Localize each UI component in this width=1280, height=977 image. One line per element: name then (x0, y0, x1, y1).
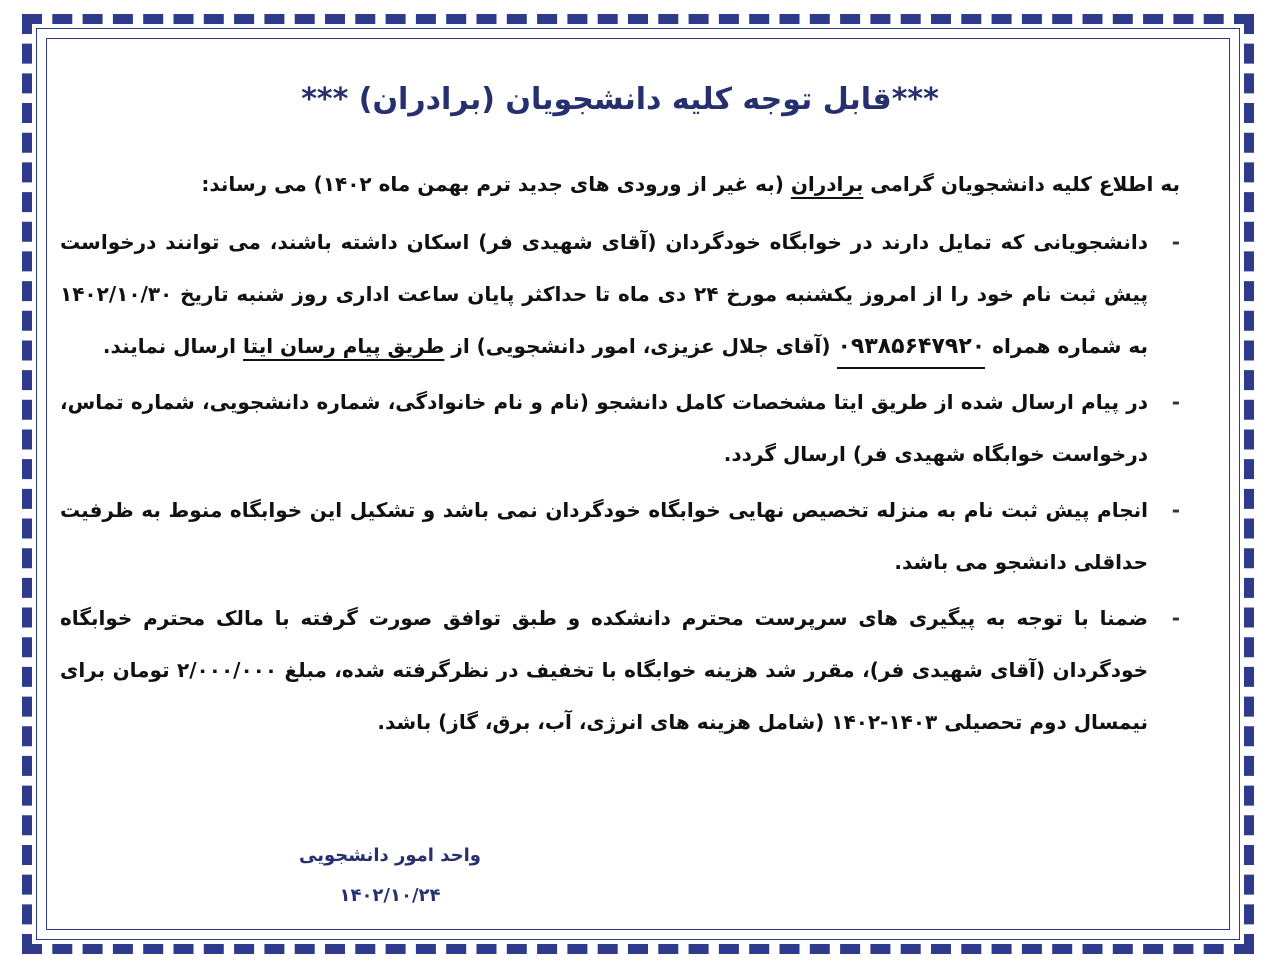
list-item (60, 484, 1180, 588)
item-text: در پیام ارسال شده از طریق ایتا مشخصات کامل دانشجو (نام و نام خانوادگی، شماره دانشجویی، شماره تماس، درخواست خوابگاه شهیدی فر) ارسال گردد. (60, 390, 1148, 466)
signature-unit: واحد امور دانشجویی (299, 845, 481, 866)
bullet-dash: - (1171, 390, 1180, 414)
bullet-dash: - (1171, 230, 1180, 254)
list-item (60, 376, 1180, 480)
signature-block (290, 836, 490, 916)
item-text: ضمنا با توجه به پیگیری های سرپرست محترم دانشکده و طبق توافق صورت گرفته با مالک محترم خوابگاه خودگردان (آقای شهیدی فر)، مقرر شد هزینه خوابگاه با تخفیف در نظرگرفته شده، مبلغ ۲/۰۰۰/۰۰۰ تومان برای نیمسال دوم تحصیلی ۱۴۰۳-۱۴۰۲ (شامل هزینه های انرژی، آب، برق، گاز) باشد. (60, 606, 1149, 734)
bullet-dash: - (1171, 606, 1180, 630)
signature-date: ۱۴۰۲/۱۰/۲۴ (339, 885, 441, 906)
messenger-name: طریق پیام رسان ایتا (243, 334, 445, 358)
list-item (60, 592, 1180, 748)
item-text-part2: (آقای جلال عزیزی، امور دانشجویی) از (444, 334, 831, 358)
list-item (60, 216, 1180, 372)
intro-text-end: (به غیر از ورودی های جدید ترم بهمن ماه ۱۴۰۲) می رساند: (201, 172, 791, 196)
item-text-part1: دانشجویانی که تمایل دارند در خوابگاه خودگردان (آقای شهیدی فر) اسکان داشته باشند، می توانند درخواست پیش ثبت نام خود را از امروز یکشنبه مورخ ۲۴ دی ماه تا حداکثر پایان ساعت اداری روز شنبه تاریخ ۱۴۰۲/۱۰/۳۰ به شماره همراه (60, 230, 1148, 358)
intro-text-start: به اطلاع کلیه دانشجویان گرامی (863, 172, 1180, 196)
intro-underlined-word: برادران (790, 172, 864, 196)
phone-number: ۰۹۳۸۵۶۴۷۹۲۰ (837, 327, 985, 369)
bullet-dash: - (1171, 498, 1180, 522)
notice-intro (60, 164, 1180, 204)
notice-title: ***قابل توجه کلیه دانشجویان (برادران) *** (301, 82, 939, 117)
item-text-part3: ارسال نمایند. (102, 334, 237, 358)
item-text: انجام پیش ثبت نام به منزله تخصیص نهایی خوابگاه خودگردان نمی باشد و تشکیل این خوابگاه منوط به ظرفیت حداقلی دانشجو می باشد. (60, 498, 1148, 574)
notice-body (60, 70, 1180, 752)
